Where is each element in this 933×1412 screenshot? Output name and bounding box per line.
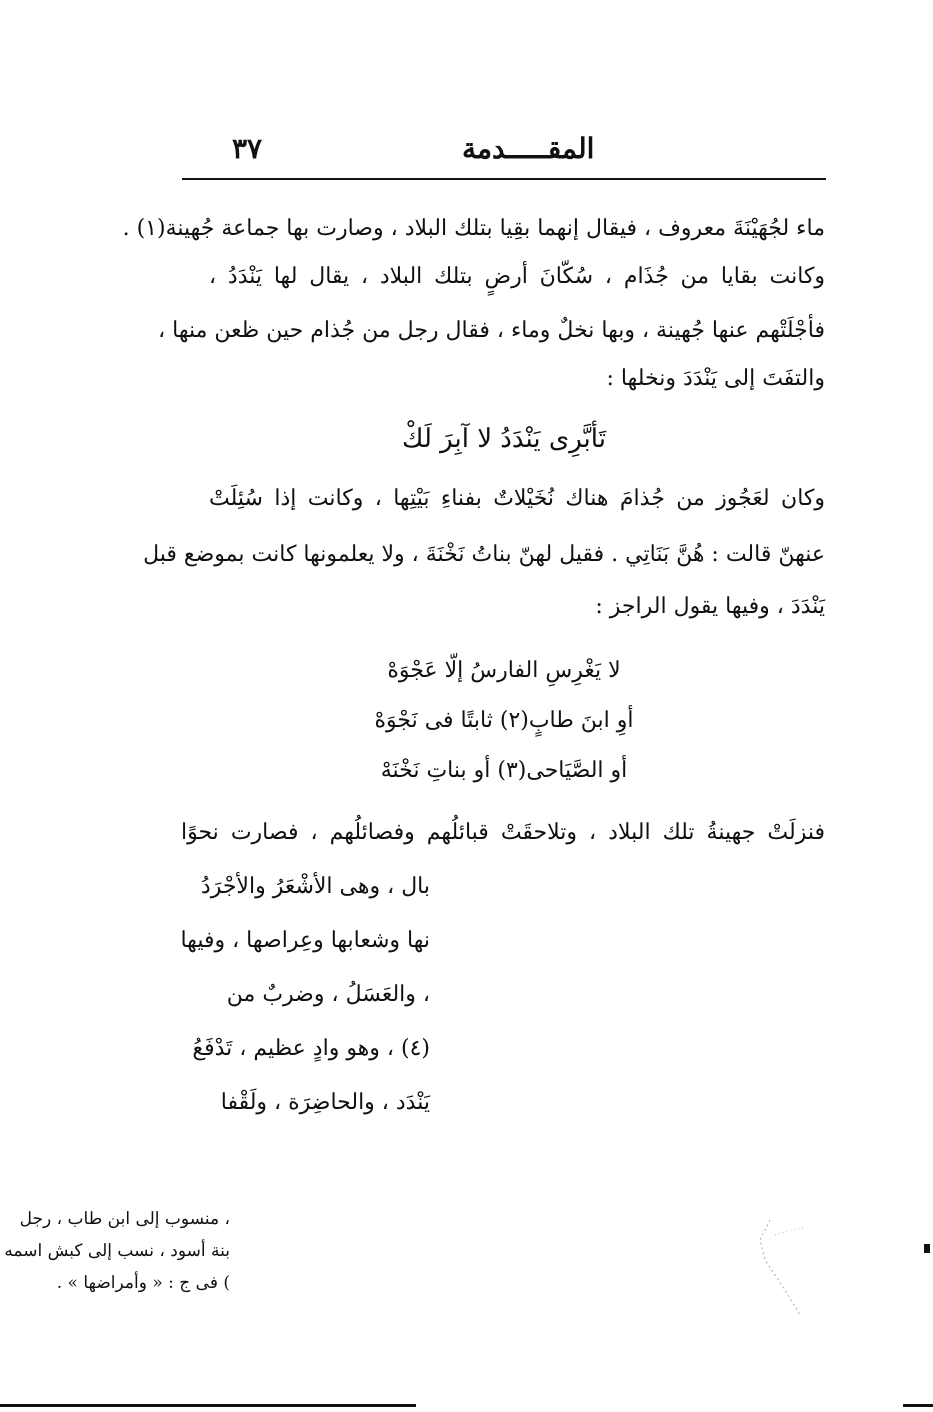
running-title: المقـــــدمة	[462, 132, 595, 165]
footnote: بنة أسود ، نسب إلى كبش اسمه	[4, 1241, 230, 1261]
verse-line: أو الصَّيَاحى(٣) أو بناتِ نَخْنَهْ	[380, 758, 628, 783]
bottom-rule	[903, 1404, 933, 1407]
cropped-line: يَنْدَد ، والحاضِرَة ، ولَقْفا	[220, 1090, 430, 1115]
cropped-line: ، والعَسَلُ ، وضربٌ من	[226, 982, 430, 1007]
verse-line: تَأبَّرِى يَنْدَدُ لا آبِرَ لَكْ	[402, 424, 606, 454]
body-line: ماء لجُهَيْنَةَ معروف ، فيقال إنهما بقِيا بتلك البلاد ، وصارت بها جماعة جُهينة(١) .	[122, 216, 825, 241]
header-rule	[182, 178, 826, 180]
margin-dot	[924, 1244, 930, 1253]
body-line: يَنْدَدَ ، وفيها يقول الراجز :	[595, 594, 825, 619]
verse-line: لا يَغْرِسِ الفارسُ إلّا عَجْوَهْ	[387, 658, 621, 683]
body-line: وكان لعَجُوز من جُذامَ هناك نُخَيْلاتٌ بفناءِ بَيْتِها ، وكانت إذا سُئِلَتْ	[209, 486, 825, 511]
body-line: والتفَتَ إلى يَنْدَدَ ونخلها :	[606, 366, 825, 391]
body-line: فأجْلَتْهم عنها جُهينة ، وبها نخلٌ وماء ، فقال رجل من جُذام حين ظعن منها ،	[158, 318, 825, 343]
scan-marks	[730, 1200, 830, 1330]
footnote: ، منسوب إلى ابن طاب ، رجل	[19, 1209, 230, 1229]
bottom-rule	[0, 1404, 416, 1407]
cropped-line: نها وشعابها وعِراصها ، وفيها	[180, 928, 430, 953]
page-number: ٣٧	[232, 132, 263, 165]
body-line: عنهنّ قالت : هُنَّ بَنَاتِي . فقيل لهنّ بناتُ نَخْنَةَ ، ولا يعلمونها كانت بموضع قبل	[143, 542, 825, 567]
cropped-line: بال ، وهى الأشْعَرُ والأجْرَدُ	[200, 874, 430, 899]
cropped-line: (٤) ، وهو وادٍ عظيم ، تَدْفَعُ	[192, 1036, 430, 1061]
footnote: ) فى ج : « وأمراضها » .	[56, 1273, 230, 1293]
body-line: فنزلَتْ جهينةُ تلك البلاد ، وتلاحقَتْ قبائلُهم وفصائلُهم ، فصارت نحوًا	[181, 820, 825, 845]
verse-line: أوِ ابنَ طابٍ(٢) ثابتًا فى نَجْوَهْ	[374, 708, 634, 733]
body-line: وكانت بقايا من جُذَام ، سُكّانَ أرضٍ بتلك البلاد ، يقال لها يَنْدَدُ ،	[209, 264, 825, 289]
